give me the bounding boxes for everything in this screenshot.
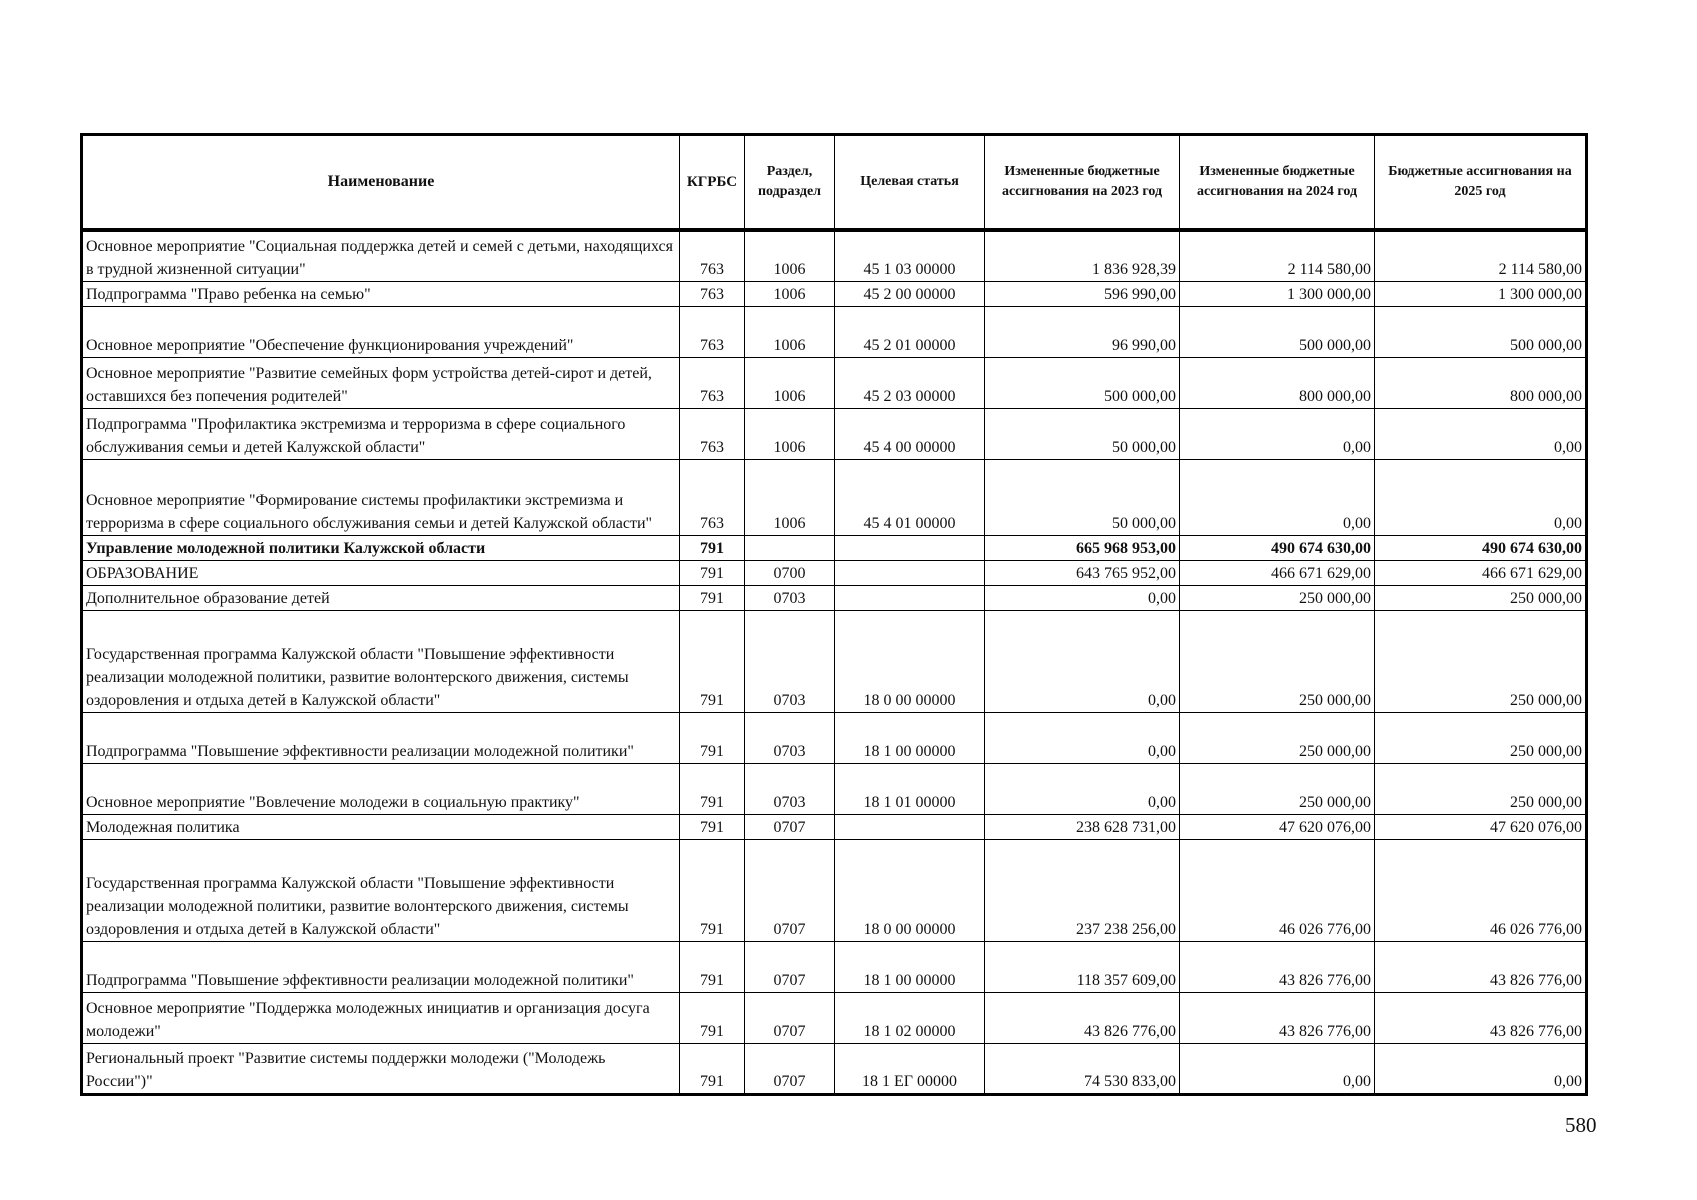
cell-2023: 238 628 731,00 <box>985 814 1180 839</box>
cell-2023: 96 990,00 <box>985 306 1180 357</box>
cell-kgrbs: 763 <box>680 306 745 357</box>
table-row-department <box>82 535 1587 560</box>
cell-section: 0707 <box>745 941 835 992</box>
cell-2023: 74 530 833,00 <box>985 1043 1180 1094</box>
cell-target: 18 0 00 00000 <box>835 610 985 712</box>
cell-name: ОБРАЗОВАНИЕ <box>82 560 680 585</box>
cell-2024: 43 826 776,00 <box>1180 941 1375 992</box>
cell-section: 1006 <box>745 408 835 459</box>
cell-2023: 50 000,00 <box>985 408 1180 459</box>
cell-section: 0707 <box>745 839 835 941</box>
cell-2024: 0,00 <box>1180 459 1375 535</box>
cell-2023: 596 990,00 <box>985 281 1180 306</box>
cell-2023: 665 968 953,00 <box>985 535 1180 560</box>
cell-section: 1006 <box>745 459 835 535</box>
cell-target <box>835 814 985 839</box>
cell-section: 1006 <box>745 230 835 281</box>
cell-2024: 47 620 076,00 <box>1180 814 1375 839</box>
cell-2024: 2 114 580,00 <box>1180 230 1375 281</box>
cell-name: Управление молодежной политики Калужской области <box>82 535 680 560</box>
header-section: Раздел, подраздел <box>745 135 835 231</box>
budget-sheet <box>80 133 1585 1096</box>
cell-name: Подпрограмма "Повышение эффективности реализации молодежной политики" <box>82 712 680 763</box>
table-row <box>82 763 1587 814</box>
header-2025: Бюджетные ассигнования на 2025 год <box>1375 135 1587 231</box>
cell-2025: 1 300 000,00 <box>1375 281 1587 306</box>
cell-section: 0707 <box>745 814 835 839</box>
cell-name: Основное мероприятие "Развитие семейных форм устройства детей-сирот и детей, оставшихся без попечения родителей" <box>82 357 680 408</box>
cell-name: Основное мероприятие "Обеспечение функционирования учреждений" <box>82 306 680 357</box>
cell-section: 0703 <box>745 585 835 610</box>
page-number: 580 <box>1565 1113 1597 1137</box>
cell-target: 18 1 00 00000 <box>835 712 985 763</box>
cell-kgrbs: 791 <box>680 992 745 1043</box>
table-row <box>82 281 1587 306</box>
cell-2025: 43 826 776,00 <box>1375 941 1587 992</box>
cell-2024: 250 000,00 <box>1180 763 1375 814</box>
cell-2024: 250 000,00 <box>1180 712 1375 763</box>
cell-target: 45 2 00 00000 <box>835 281 985 306</box>
cell-2024: 0,00 <box>1180 1043 1375 1094</box>
cell-2024: 0,00 <box>1180 408 1375 459</box>
cell-2025: 490 674 630,00 <box>1375 535 1587 560</box>
cell-2024: 500 000,00 <box>1180 306 1375 357</box>
cell-kgrbs: 763 <box>680 459 745 535</box>
cell-target <box>835 585 985 610</box>
cell-2023: 0,00 <box>985 585 1180 610</box>
cell-target: 45 4 01 00000 <box>835 459 985 535</box>
cell-2024: 490 674 630,00 <box>1180 535 1375 560</box>
cell-section: 1006 <box>745 357 835 408</box>
cell-2023: 500 000,00 <box>985 357 1180 408</box>
cell-kgrbs: 763 <box>680 357 745 408</box>
cell-2025: 0,00 <box>1375 1043 1587 1094</box>
cell-2023: 118 357 609,00 <box>985 941 1180 992</box>
cell-target: 45 2 03 00000 <box>835 357 985 408</box>
cell-2025: 250 000,00 <box>1375 763 1587 814</box>
cell-2023: 1 836 928,39 <box>985 230 1180 281</box>
cell-name: Молодежная политика <box>82 814 680 839</box>
table-row <box>82 306 1587 357</box>
cell-2023: 237 238 256,00 <box>985 839 1180 941</box>
cell-kgrbs: 791 <box>680 535 745 560</box>
header-name: Наименование <box>82 135 680 231</box>
table-row <box>82 839 1587 941</box>
cell-section: 1006 <box>745 306 835 357</box>
cell-kgrbs: 791 <box>680 560 745 585</box>
cell-kgrbs: 763 <box>680 408 745 459</box>
cell-target: 45 2 01 00000 <box>835 306 985 357</box>
cell-name: Региональный проект "Развитие системы поддержки молодежи ("Молодежь России")" <box>82 1043 680 1094</box>
table-row <box>82 712 1587 763</box>
cell-name: Основное мероприятие "Поддержка молодежных инициатив и организация досуга молодежи" <box>82 992 680 1043</box>
cell-section: 0703 <box>745 712 835 763</box>
cell-kgrbs: 791 <box>680 839 745 941</box>
cell-2025: 0,00 <box>1375 459 1587 535</box>
table-row <box>82 459 1587 535</box>
cell-2023: 643 765 952,00 <box>985 560 1180 585</box>
cell-2025: 43 826 776,00 <box>1375 992 1587 1043</box>
table-row <box>82 814 1587 839</box>
cell-kgrbs: 791 <box>680 814 745 839</box>
cell-kgrbs: 791 <box>680 610 745 712</box>
header-2024: Измененные бюджетные ассигнования на 2024 год <box>1180 135 1375 231</box>
cell-2025: 466 671 629,00 <box>1375 560 1587 585</box>
cell-2024: 466 671 629,00 <box>1180 560 1375 585</box>
cell-2025: 47 620 076,00 <box>1375 814 1587 839</box>
cell-kgrbs: 791 <box>680 712 745 763</box>
table-row <box>82 992 1587 1043</box>
cell-name: Подпрограмма "Право ребенка на семью" <box>82 281 680 306</box>
cell-2025: 250 000,00 <box>1375 585 1587 610</box>
cell-kgrbs: 791 <box>680 1043 745 1094</box>
cell-target: 45 1 03 00000 <box>835 230 985 281</box>
cell-target: 18 0 00 00000 <box>835 839 985 941</box>
cell-2024: 800 000,00 <box>1180 357 1375 408</box>
cell-name: Дополнительное образование детей <box>82 585 680 610</box>
cell-target <box>835 535 985 560</box>
cell-name: Основное мероприятие "Социальная поддержка детей и семей с детьми, находящихся в трудной жизненной ситуации" <box>82 230 680 281</box>
cell-2024: 250 000,00 <box>1180 585 1375 610</box>
cell-2025: 250 000,00 <box>1375 712 1587 763</box>
cell-name: Основное мероприятие "Вовлечение молодежи в социальную практику" <box>82 763 680 814</box>
cell-target: 18 1 00 00000 <box>835 941 985 992</box>
cell-name: Государственная программа Калужской области "Повышение эффективности реализации молодежной политики, развитие волонтерского движения, системы оздоровления и отдыха детей в Калужской области" <box>82 839 680 941</box>
table-row <box>82 1043 1587 1094</box>
cell-2025: 0,00 <box>1375 408 1587 459</box>
cell-target <box>835 560 985 585</box>
cell-kgrbs: 791 <box>680 941 745 992</box>
table-row <box>82 408 1587 459</box>
cell-2024: 43 826 776,00 <box>1180 992 1375 1043</box>
cell-name: Подпрограмма "Повышение эффективности реализации молодежной политики" <box>82 941 680 992</box>
cell-section: 0707 <box>745 1043 835 1094</box>
cell-2023: 50 000,00 <box>985 459 1180 535</box>
cell-2025: 250 000,00 <box>1375 610 1587 712</box>
table-row <box>82 230 1587 281</box>
cell-target: 18 1 01 00000 <box>835 763 985 814</box>
cell-section: 0700 <box>745 560 835 585</box>
cell-section: 0703 <box>745 610 835 712</box>
cell-section: 0707 <box>745 992 835 1043</box>
cell-2024: 1 300 000,00 <box>1180 281 1375 306</box>
header-target: Целевая статья <box>835 135 985 231</box>
cell-kgrbs: 791 <box>680 763 745 814</box>
table-row <box>82 560 1587 585</box>
budget-table <box>80 133 1588 1096</box>
cell-2023: 0,00 <box>985 712 1180 763</box>
cell-2023: 43 826 776,00 <box>985 992 1180 1043</box>
cell-kgrbs: 763 <box>680 230 745 281</box>
header-2023: Измененные бюджетные ассигнования на 2023 год <box>985 135 1180 231</box>
cell-name: Государственная программа Калужской области "Повышение эффективности реализации молодежной политики, развитие волонтерского движения, системы оздоровления и отдыха детей в Калужской области" <box>82 610 680 712</box>
cell-2023: 0,00 <box>985 610 1180 712</box>
cell-target: 18 1 02 00000 <box>835 992 985 1043</box>
cell-2025: 500 000,00 <box>1375 306 1587 357</box>
cell-kgrbs: 763 <box>680 281 745 306</box>
table-row <box>82 610 1587 712</box>
header-kgrbs: КГРБС <box>680 135 745 231</box>
cell-2024: 46 026 776,00 <box>1180 839 1375 941</box>
cell-2025: 800 000,00 <box>1375 357 1587 408</box>
cell-name: Основное мероприятие "Формирование системы профилактики экстремизма и терроризма в сфере социального обслуживания семьи и детей Калужской области" <box>82 459 680 535</box>
cell-target: 45 4 00 00000 <box>835 408 985 459</box>
cell-target: 18 1 ЕГ 00000 <box>835 1043 985 1094</box>
table-row <box>82 941 1587 992</box>
table-row <box>82 585 1587 610</box>
table-row <box>82 357 1587 408</box>
cell-2023: 0,00 <box>985 763 1180 814</box>
cell-2025: 46 026 776,00 <box>1375 839 1587 941</box>
cell-2024: 250 000,00 <box>1180 610 1375 712</box>
cell-2025: 2 114 580,00 <box>1375 230 1587 281</box>
cell-name: Подпрограмма "Профилактика экстремизма и терроризма в сфере социального обслуживания семьи и детей Калужской области" <box>82 408 680 459</box>
cell-section: 0703 <box>745 763 835 814</box>
cell-section <box>745 535 835 560</box>
cell-kgrbs: 791 <box>680 585 745 610</box>
table-header-row <box>82 135 1587 231</box>
cell-section: 1006 <box>745 281 835 306</box>
